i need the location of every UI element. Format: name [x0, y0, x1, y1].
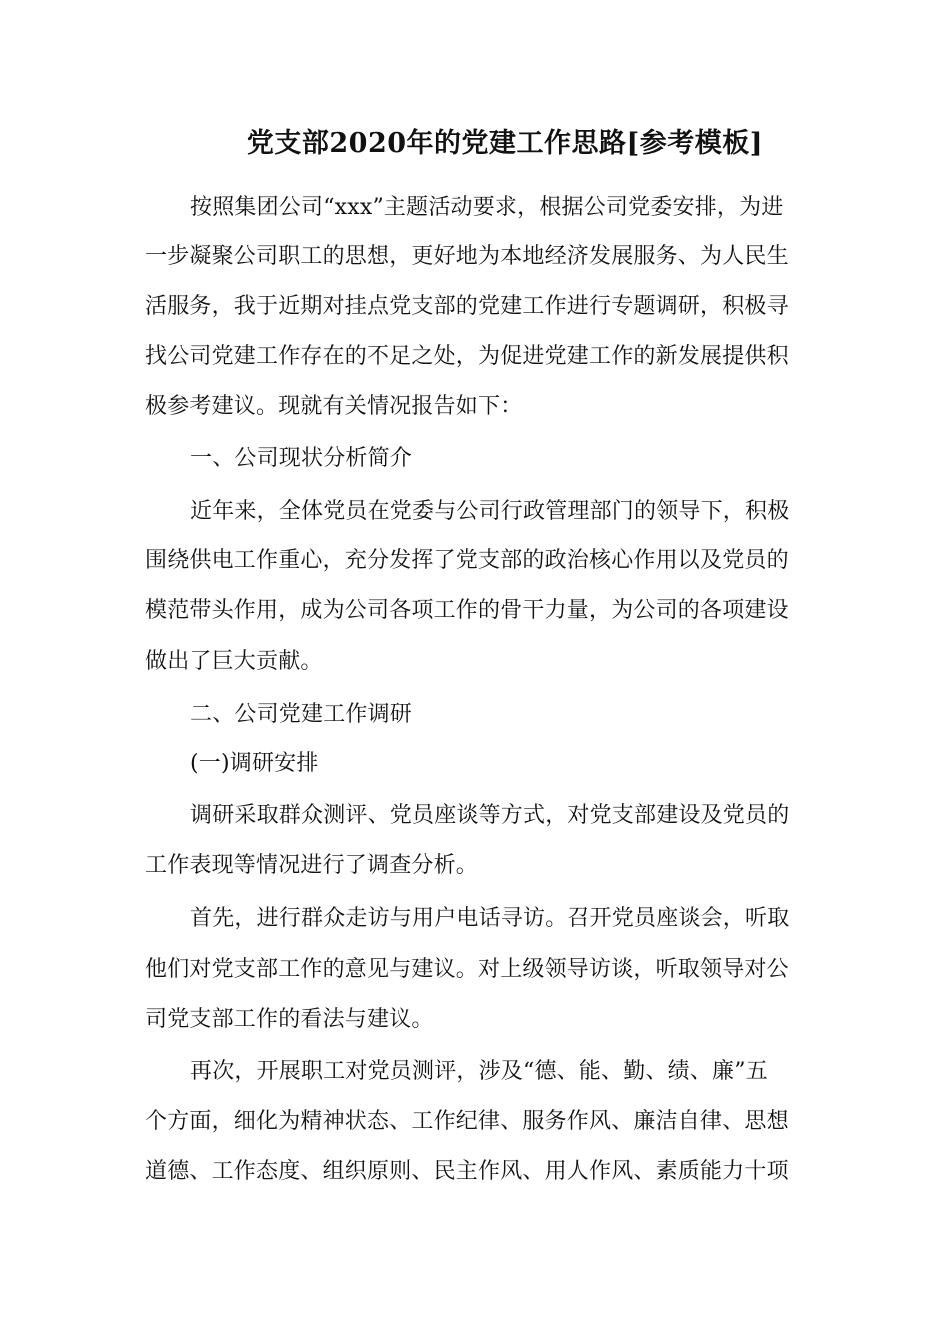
paragraph-line: 司党支部工作的看法与建议。	[145, 1007, 434, 1032]
paragraph-line: 活服务，我于近期对挂点党支部的党建工作进行专题调研，积极寻	[145, 294, 789, 319]
paragraph-line: 找公司党建工作存在的不足之处，为促进党建工作的新发展提供积	[145, 344, 789, 369]
paragraph-line: 极参考建议。现就有关情况报告如下：	[145, 394, 523, 419]
paragraph-line: 再次，开展职工对党员测评，涉及“德、能、勤、绩、廉”五	[190, 1059, 768, 1084]
paragraph-line: 做出了巨大贡献。	[145, 649, 323, 674]
subsection-heading: (一)调研安排	[190, 751, 319, 776]
paragraph-line: 道德、工作态度、组织原则、民主作风、用人作风、素质能力十项	[145, 1159, 789, 1184]
paragraph-line: 首先，进行群众走访与用户电话寻访。召开党员座谈会，听取	[190, 906, 790, 931]
paragraph-line: 近年来，全体党员在党委与公司行政管理部门的领导下，积极	[190, 499, 790, 524]
document-title: 党支部2020年的党建工作思路[参考模板]	[246, 128, 764, 159]
paragraph-line: 个方面，细化为精神状态、工作纪律、服务作风、廉洁自律、思想	[145, 1109, 789, 1134]
paragraph-line: 他们对党支部工作的意见与建议。对上级领导访谈，听取领导对公	[145, 957, 789, 982]
paragraph-line: 按照集团公司“xxx”主题活动要求，根据公司党委安排，为进	[190, 195, 784, 220]
section-heading: 二、公司党建工作调研	[190, 702, 413, 727]
paragraph-line: 工作表现等情况进行了调查分析。	[145, 853, 479, 878]
paragraph-line: 围绕供电工作重心，充分发挥了党支部的政治核心作用以及党员的	[145, 548, 789, 573]
section-heading: 一、公司现状分析简介	[190, 446, 413, 471]
paragraph-line: 模范带头作用，成为公司各项工作的骨干力量，为公司的各项建设	[145, 598, 789, 623]
paragraph-line: 一步凝聚公司职工的思想，更好地为本地经济发展服务、为人民生	[145, 244, 789, 269]
paragraph-line: 调研采取群众测评、党员座谈等方式，对党支部建设及党员的	[190, 803, 790, 828]
